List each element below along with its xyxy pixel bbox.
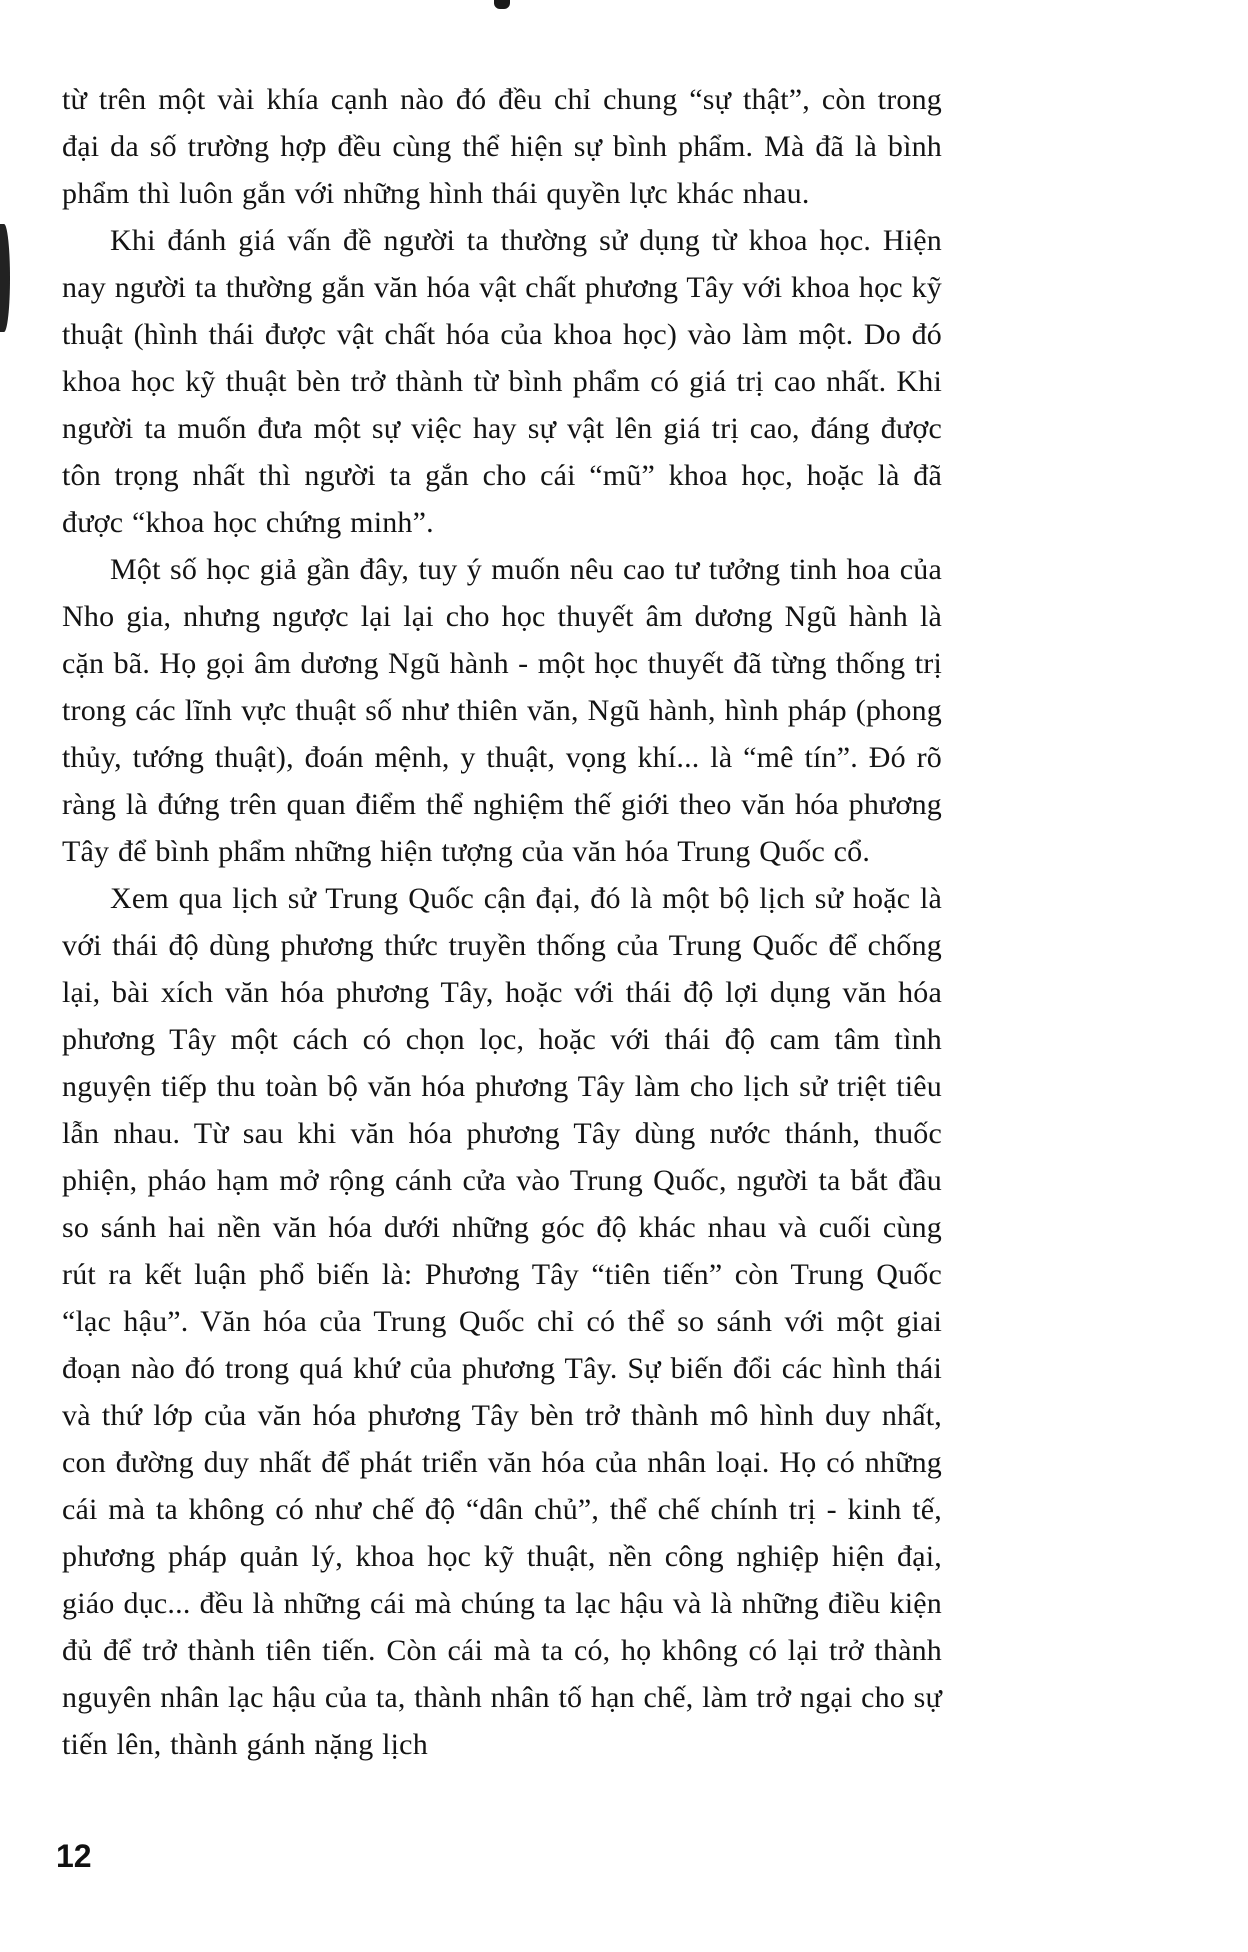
paragraph: Một số học giả gần đây, tuy ý muốn nêu cao tư tưởng tinh hoa của Nho gia, nhưng ngược lại lại cho học thuyết âm dương Ngũ hành là cặn bã. Họ gọi âm dương Ngũ hành - một học thuyết đã từng thống trị trong các lĩnh vực thuật số như thiên văn, Ngũ hành, hình pháp (phong thủy, tướng thuật), đoán mệnh, y thuật, vọng khí... là “mê tín”. Đó rõ ràng là đứng trên quan điểm thể nghiệm thế giới theo văn hóa phương Tây để bình phẩm những hiện tượng của văn hóa Trung Quốc cổ. xyxy=(62,553,942,868)
scan-artifact-left-edge xyxy=(0,224,10,332)
paragraph: từ trên một vài khía cạnh nào đó đều chỉ chung “sự thật”, còn trong đại da số trường hợp đều cùng thể hiện sự bình phẩm. Mà đã là bình phẩm thì luôn gắn với những hình thái quyền lực khác nhau. xyxy=(62,83,942,210)
scan-artifact-top xyxy=(494,0,510,9)
paragraph: Xem qua lịch sử Trung Quốc cận đại, đó là một bộ lịch sử hoặc là với thái độ dùng phương thức truyền thống của Trung Quốc để chống lại, bài xích văn hóa phương Tây, hoặc với thái độ lợi dụng văn hóa phương Tây một cách có chọn lọc, hoặc với thái độ cam tâm tình nguyện tiếp thu toàn bộ văn hóa phương Tây làm cho lịch sử triệt tiêu lẫn nhau. Từ sau khi văn hóa phương Tây dùng nước thánh, thuốc phiện, pháo hạm mở rộng cánh cửa vào Trung Quốc, người ta bắt đầu so sánh hai nền văn hóa dưới những góc độ khác nhau và cuối cùng rút ra kết luận phổ biến là: Phương Tây “tiên tiến” còn Trung Quốc “lạc hậu”. Văn hóa của Trung Quốc chỉ có thể so sánh với một giai đoạn nào đó trong quá khứ của phương Tây. Sự biến đổi các hình thái và thứ lớp của văn hóa phương Tây bèn trở thành mô hình duy nhất, con đường duy nhất để phát triển văn hóa của nhân loại. Họ có những cái mà ta không có như chế độ “dân chủ”, thể chế chính trị - kinh tế, phương pháp quản lý, khoa học kỹ thuật, nền công nghiệp hiện đại, giáo dục... đều là những cái mà chúng ta lạc hậu và là những điều kiện đủ để trở thành tiên tiến. Còn cái mà ta có, họ không có lại trở thành nguyên nhân lạc hậu của ta, thành nhân tố hạn chế, làm trở ngại cho sự tiến lên, thành gánh nặng lịch xyxy=(62,882,943,1761)
text-block xyxy=(62,76,942,1768)
page-number: 12 xyxy=(56,1838,92,1874)
paragraph: Khi đánh giá vấn đề người ta thường sử dụng từ khoa học. Hiện nay người ta thường gắn văn hóa vật chất phương Tây với khoa học kỹ thuật (hình thái được vật chất hóa của khoa học) vào làm một. Do đó khoa học kỹ thuật bèn trở thành từ bình phẩm có giá trị cao nhất. Khi người ta muốn đưa một sự việc hay sự vật lên giá trị cao, đáng được tôn trọng nhất thì người ta gắn cho cái “mũ” khoa học, hoặc là đã được “khoa học chứng minh”. xyxy=(62,224,942,539)
